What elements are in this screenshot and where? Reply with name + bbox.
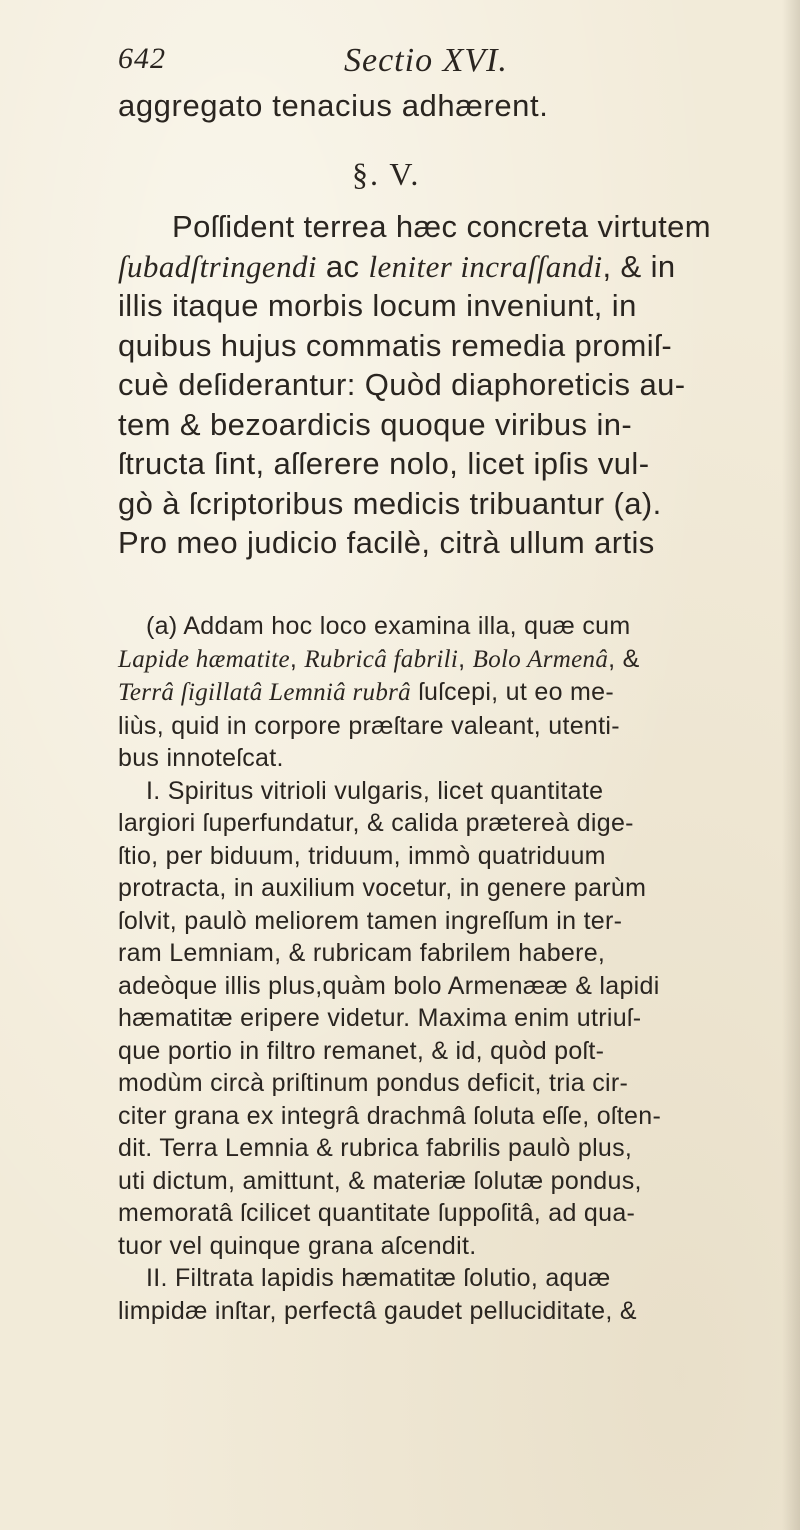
- paragraph-line: [118, 207, 768, 247]
- footnote-line: [118, 1197, 768, 1230]
- text-run: gò à ſcriptoribus medicis tribuantur (a).: [118, 485, 662, 521]
- text-run: ſolvit, paulò meliorem tamen ingreſſum in ter-: [118, 906, 623, 935]
- text-run: ,: [289, 644, 305, 673]
- paragraph-line: [118, 286, 768, 326]
- italic-text: Lapide hæmatite: [118, 645, 290, 673]
- text-run: liùs, quid in corpore præſtare valeant, utenti-: [118, 711, 620, 740]
- italic-text: leniter incraſſandi: [368, 248, 603, 284]
- footnote-line: [118, 1262, 768, 1295]
- italic-text: Rubricâ fabrili: [304, 645, 459, 673]
- text-line: aggregato tenacius adhærent.: [118, 88, 549, 123]
- footnote-line: [118, 676, 768, 710]
- footnote-line: [118, 807, 768, 840]
- page-edge-shadow: [782, 0, 800, 1530]
- text-run: memoratâ ſcilicet quantitate ſuppoſitâ, ad qua-: [118, 1199, 636, 1227]
- footnote-line: [118, 872, 768, 905]
- text-run: illis itaque morbis locum inveniunt, in: [118, 288, 637, 323]
- footnote-line: [118, 610, 768, 643]
- paragraph-line: [118, 326, 768, 366]
- text-run: , &: [608, 644, 640, 673]
- text-run: I. Spiritus vitrioli vulgaris, licet quantitate: [146, 776, 604, 805]
- paragraph-line: [118, 484, 768, 524]
- text-run: bus innoteſcat.: [118, 744, 284, 772]
- footnote-line: [118, 775, 768, 808]
- page-number: 642: [118, 42, 166, 75]
- footnote-line: [118, 1100, 768, 1133]
- footnote-line: [118, 1165, 768, 1198]
- paragraph-line: [118, 444, 768, 484]
- footnote-line: [118, 710, 768, 743]
- text-run: citer grana ex integrâ drachmâ ſoluta eſſe, oſten-: [118, 1101, 662, 1130]
- text-run: quibus hujus commatis remedia promiſ-: [118, 327, 673, 363]
- text-run: ſtio, per biduum, triduum, immò quatriduum: [118, 841, 606, 870]
- text-run: ,: [458, 644, 473, 673]
- footnote-line: [118, 1295, 768, 1328]
- section-heading: §. V.: [352, 156, 421, 192]
- text-run: ac: [316, 248, 369, 284]
- footnote-line: [118, 1035, 768, 1068]
- text-run: , & in: [602, 248, 676, 284]
- footnote-line: [118, 742, 768, 775]
- italic-text: Terrâ ſigillatâ Lemniâ rubrâ: [118, 679, 411, 706]
- text-run: que portio in filtro remanet, & id, quòd poſt-: [118, 1036, 605, 1065]
- text-run: ſuſcepi, ut eo me-: [410, 678, 614, 706]
- text-run: largiori ſuperfundatur, & calida prætereà dige-: [118, 809, 634, 837]
- text-run: tem & bezoardicis quoque viribus in-: [118, 406, 633, 442]
- footnote: [118, 610, 768, 1327]
- paragraph-line: [118, 405, 768, 445]
- footnote-line: [118, 1002, 768, 1035]
- page-header: [118, 42, 758, 88]
- text-run: Pro meo judicio facilè, citrà ullum artis: [118, 525, 655, 560]
- footnote-line: [118, 1230, 768, 1263]
- body-paragraph: [118, 207, 768, 563]
- paragraph-line: [118, 523, 768, 563]
- footnote-line: [118, 643, 768, 677]
- text-run: ſtructa ſint, aſſerere nolo, licet ipſis vul-: [118, 446, 650, 481]
- text-run: Poſſident terrea hæc concreta virtutem: [172, 209, 711, 244]
- text-run: dit. Terra Lemnia & rubrica fabrilis paulò plus,: [118, 1134, 633, 1162]
- text-run: tuor vel quinque grana aſcendit.: [118, 1231, 477, 1260]
- text-run: (a) Addam hoc loco examina illa, quæ cum: [146, 612, 631, 640]
- text-run: uti dictum, amittunt, & materiæ ſolutæ pondus,: [118, 1166, 642, 1195]
- continued-text: [118, 86, 768, 125]
- footnote-line: [118, 970, 768, 1003]
- italic-text: Bolo Armenâ: [472, 645, 609, 673]
- paragraph-line: [118, 247, 768, 287]
- paragraph-line: [118, 365, 768, 405]
- text-run: hæmatitæ eripere videtur. Maxima enim utriuſ-: [118, 1004, 642, 1032]
- footnote-line: [118, 840, 768, 873]
- footnote-line: [118, 905, 768, 938]
- footnote-line: [118, 1132, 768, 1165]
- text-run: modùm circà priſtinum pondus deficit, tria cir-: [118, 1069, 629, 1097]
- text-run: ram Lemniam, & rubricam fabrilem habere,: [118, 939, 606, 967]
- footnote-line: [118, 937, 768, 970]
- running-title: Sectio XVI.: [344, 42, 508, 79]
- text-run: cuè deſiderantur: Quòd diaphoreticis au-: [118, 367, 686, 402]
- text-run: adeòque illis plus,quàm bolo Armenææ & lapidi: [118, 971, 660, 1000]
- footnote-line: [118, 1067, 768, 1100]
- text-run: protracta, in auxilium vocetur, in genere parùm: [118, 874, 647, 902]
- italic-text: ſubadſtringendi: [118, 248, 317, 284]
- text-run: limpidæ inſtar, perfectâ gaudet pelluciditate, &: [118, 1296, 637, 1325]
- text-run: II. Filtrata lapidis hæmatitæ ſolutio, aquæ: [146, 1264, 611, 1292]
